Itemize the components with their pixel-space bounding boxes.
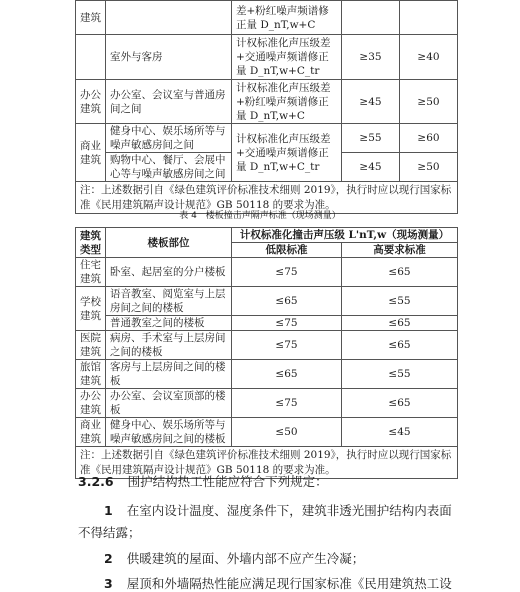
low-standard-cell: ≥55	[342, 124, 400, 153]
category-cell: 办公建筑	[76, 389, 106, 418]
header-high-standard: 高要求标准	[342, 243, 458, 258]
low-standard-cell	[342, 1, 400, 35]
high-standard-cell	[400, 1, 458, 35]
location-cell: 室外与客房	[106, 35, 232, 80]
table-note: 注：上述数据引自《绿色建筑评价标准技术细则 2019》，执行时应以现行国家标准《民用建筑隔声设计规范》GB 50118 的要求为准。	[76, 182, 458, 214]
low-standard-cell: ≤75	[232, 316, 342, 331]
low-standard-cell: ≥45	[342, 80, 400, 124]
low-standard-cell: ≤50	[232, 418, 342, 447]
location-cell: 办公室、会议室顶部的楼板	[106, 389, 232, 418]
low-standard-cell: ≥45	[342, 153, 400, 182]
location-cell: 客房与上层房间之间的楼板	[106, 360, 232, 389]
location-cell: 购物中心、餐厅、会展中心等与噪声敏感房间之间	[106, 153, 232, 182]
high-standard-cell: ≥60	[400, 124, 458, 153]
impact-sound-table	[75, 227, 458, 479]
low-standard-cell: ≤75	[232, 331, 342, 360]
low-standard-cell: ≤75	[232, 389, 342, 418]
table-header-row	[76, 228, 458, 243]
section-heading	[78, 474, 328, 490]
table-row	[76, 360, 458, 389]
high-standard-cell: ≤65	[342, 389, 458, 418]
header-building-type: 建筑类型	[76, 228, 106, 258]
location-cell: 办公室、会议室与普通房间之间	[106, 80, 232, 124]
high-standard-cell: ≤65	[342, 331, 458, 360]
table-row	[76, 1, 458, 35]
low-standard-cell: ≤65	[232, 360, 342, 389]
item-text: 在室内设计温度、湿度条件下，建筑非透光围护结构内表面	[126, 503, 452, 518]
item-number: 3	[104, 576, 113, 591]
location-cell: 语音教室、阅览室与上层房间之间的楼板	[106, 287, 232, 316]
item-text: 不得结露；	[78, 525, 141, 540]
item-text: 屋顶和外墙隔热性能应满足现行国家标准《民用建筑热工设	[126, 576, 452, 591]
high-standard-cell: ≤65	[342, 258, 458, 287]
location-cell: 普通教室之间的楼板	[106, 316, 232, 331]
header-low-standard: 低限标准	[232, 243, 342, 258]
category-cell: 商业建筑	[76, 124, 106, 182]
list-item	[104, 576, 452, 592]
high-standard-cell: ≤55	[342, 360, 458, 389]
table-row	[76, 316, 458, 331]
metric-cell: 计权标准化声压级差+交通噪声频谱修正量 D_nT,w+C_tr	[232, 124, 342, 182]
header-impact-level: 计权标准化撞击声压级 L'nT,w（现场测量）	[232, 228, 458, 243]
high-standard-cell: ≤45	[342, 418, 458, 447]
category-cell: 商业建筑	[76, 418, 106, 447]
item-number: 2	[104, 551, 113, 566]
table-row	[76, 418, 458, 447]
sound-insulation-table	[75, 0, 458, 214]
table-row	[76, 331, 458, 360]
category-cell: 医院建筑	[76, 331, 106, 360]
high-standard-cell: ≤55	[342, 287, 458, 316]
location-cell: 健身中心、娱乐场所等与噪声敏感房间之间的楼板	[106, 418, 232, 447]
list-item	[104, 551, 364, 567]
list-item	[104, 503, 452, 519]
category-cell: 旅馆建筑	[76, 360, 106, 389]
metric-cell: 计权标准化声压级差+粉红噪声频谱修正量 D_nT,w+C	[232, 80, 342, 124]
high-standard-cell: ≥40	[400, 35, 458, 80]
high-standard-cell: ≥50	[400, 153, 458, 182]
list-item-continuation	[78, 525, 141, 541]
category-cell: 住宅建筑	[76, 258, 106, 287]
category-cell	[76, 35, 106, 80]
section-number: 3.2.6	[78, 474, 114, 489]
location-cell: 病房、手术室与上层房间之间的楼板	[106, 331, 232, 360]
high-standard-cell: ≥50	[400, 80, 458, 124]
location-cell: 卧室、起居室的分户楼板	[106, 258, 232, 287]
header-floor-location: 楼板部位	[106, 228, 232, 258]
table-row	[76, 80, 458, 124]
item-number: 1	[104, 503, 113, 518]
category-cell: 办公建筑	[76, 80, 106, 124]
low-standard-cell: ≤75	[232, 258, 342, 287]
section-title: 围护结构热工性能应符合下列规定：	[127, 474, 328, 489]
table-row	[76, 124, 458, 153]
item-text: 供暖建筑的屋面、外墙内部不应产生冷凝；	[126, 551, 365, 566]
category-cell: 学校建筑	[76, 287, 106, 331]
table-row	[76, 389, 458, 418]
table-note: 注：上述数据引自《绿色建筑评价标准技术细则 2019》，执行时应以现行国家标准《民用建筑隔声设计规范》GB 50118 的要求为准。	[76, 447, 458, 479]
category-cell: 建筑	[76, 1, 106, 35]
location-cell: 健身中心、娱乐场所等与噪声敏感房间之间	[106, 124, 232, 153]
table-row	[76, 258, 458, 287]
high-standard-cell: ≤65	[342, 316, 458, 331]
table-caption: 表 4 楼板撞击声隔声标准（现场测量）	[179, 211, 341, 221]
low-standard-cell: ≤65	[232, 287, 342, 316]
location-cell	[106, 1, 232, 35]
table-row	[76, 35, 458, 80]
low-standard-cell: ≥35	[342, 35, 400, 80]
table-row	[76, 287, 458, 316]
metric-cell: 计权标准化声压级差+交通噪声频谱修正量 D_nT,w+C_tr	[232, 35, 342, 80]
metric-cell: 差+粉红噪声频谱修正量 D_nT,w+C	[232, 1, 342, 35]
